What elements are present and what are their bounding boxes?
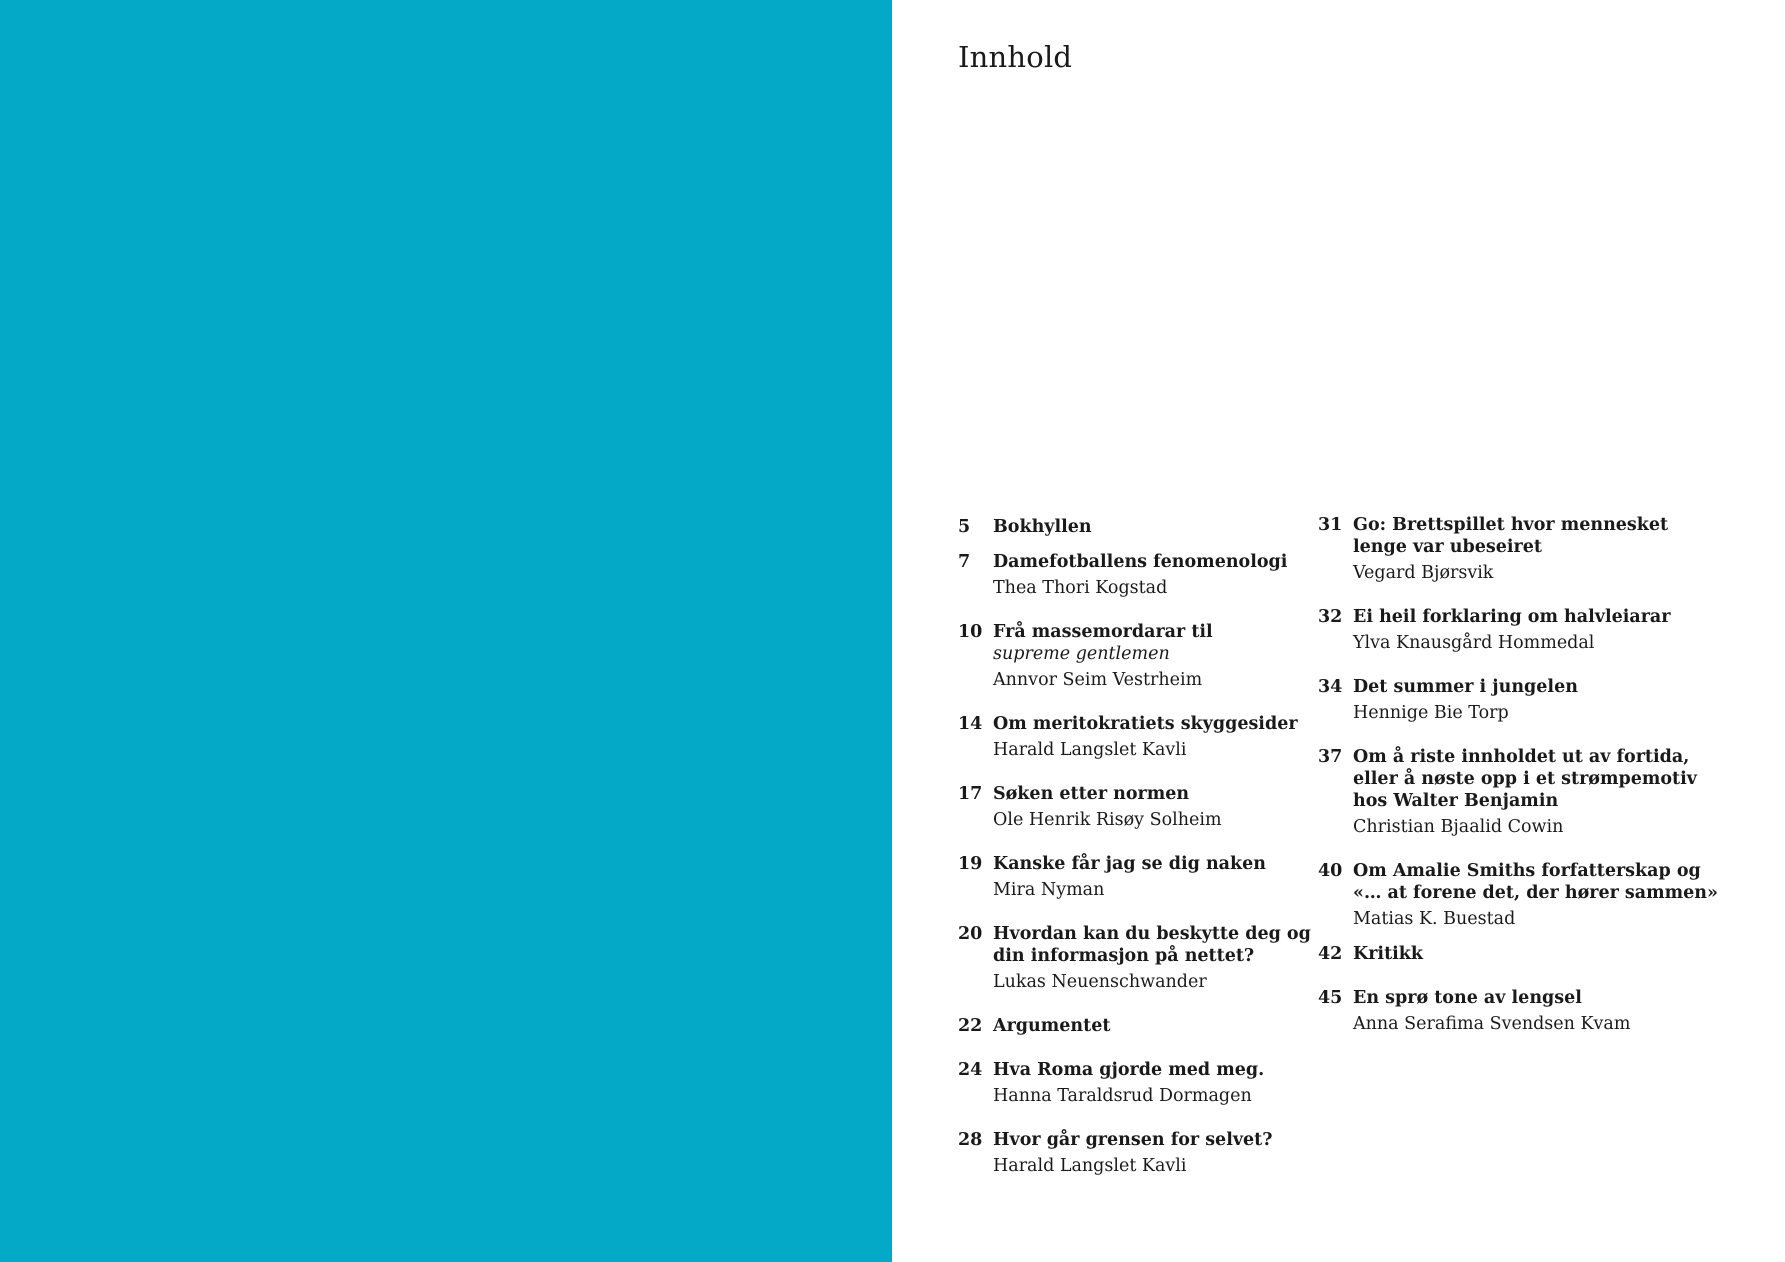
toc-page-number: 32	[1318, 607, 1343, 627]
toc-entry[interactable]	[1318, 987, 1663, 1035]
toc-entry[interactable]	[958, 853, 1298, 901]
toc-entry[interactable]	[958, 783, 1298, 831]
toc-entry[interactable]	[1318, 746, 1697, 838]
toc-entry-author: Harald Langslet Kavli	[993, 740, 1187, 760]
toc-entry[interactable]	[1318, 943, 1663, 965]
toc-entry-author: Harald Langslet Kavli	[993, 1156, 1187, 1176]
toc-entry[interactable]	[1318, 676, 1663, 724]
toc-page-number: 31	[1318, 515, 1343, 535]
toc-entry-author: Hanna Taraldsrud Dormagen	[993, 1086, 1252, 1106]
toc-page-number: 19	[958, 854, 983, 874]
toc-page-number: 7	[958, 552, 971, 572]
toc-entry-title: Hvor går grensen for selvet?	[993, 1130, 1273, 1150]
toc-column-left	[958, 516, 1311, 1177]
toc-entry-title: Argumentet	[993, 1016, 1111, 1036]
toc-page-number: 17	[958, 784, 983, 804]
toc-entry-author: Lukas Neuenschwander	[993, 972, 1207, 992]
toc-entry-title-italic: supreme gentlemen	[993, 644, 1170, 664]
toc-entry[interactable]	[958, 551, 1298, 599]
toc-entry-title: Om å riste innholdet ut av fortida,	[1353, 747, 1690, 767]
toc-entry-author: Anna Serafima Svendsen Kvam	[1353, 1014, 1631, 1034]
toc-entry[interactable]	[958, 923, 1311, 993]
toc-page-number: 37	[1318, 747, 1343, 767]
toc-page-number: 20	[958, 924, 983, 944]
toc-entry[interactable]	[958, 1015, 1298, 1037]
toc-entry-author: Mira Nyman	[993, 880, 1105, 900]
toc-entry-title-line2: eller å nøste opp i et strømpemotiv	[1353, 769, 1697, 789]
toc-entry-title-line2: «… at forene det, der hører sammen»	[1353, 883, 1718, 903]
toc-page-number: 45	[1318, 988, 1343, 1008]
toc-entry-title: Det summer i jungelen	[1353, 677, 1578, 697]
toc-entry-title: Hva Roma gjorde med meg.	[993, 1060, 1265, 1080]
toc-entry-title-line2: din informasjon på nettet?	[993, 946, 1255, 966]
toc-entry[interactable]	[1318, 860, 1718, 930]
toc-entry-title: Damefotballens fenomenologi	[993, 552, 1288, 572]
toc-entry-title: Om meritokratiets skyggesider	[993, 714, 1298, 734]
toc-page-number: 34	[1318, 677, 1343, 697]
toc-entry-author: Annvor Seim Vestrheim	[993, 670, 1203, 690]
toc-column-right	[1318, 514, 1718, 1035]
toc-page-number: 22	[958, 1016, 983, 1036]
toc-page-number: 24	[958, 1060, 983, 1080]
toc-entry-title-line3: hos Walter Benjamin	[1353, 791, 1559, 811]
toc-entry-title: Søken etter normen	[993, 784, 1190, 804]
toc-entry[interactable]	[958, 1129, 1298, 1177]
toc-page-number: 28	[958, 1130, 983, 1150]
toc-entry-title: Bokhyllen	[993, 517, 1092, 537]
toc-entry-title: Frå massemordarar til	[993, 622, 1213, 642]
toc-entry-author: Vegard Bjørsvik	[1353, 563, 1494, 583]
toc-entry[interactable]	[1318, 606, 1671, 654]
cover-color-panel	[0, 0, 892, 1262]
toc-entry-title: Kanske får jag se dig naken	[993, 854, 1266, 874]
toc-page-number: 14	[958, 714, 983, 734]
toc-page-number: 5	[958, 517, 971, 537]
toc-entry-title: Go: Brettspillet hvor mennesket	[1353, 515, 1669, 535]
toc-entry-title: En sprø tone av lengsel	[1353, 988, 1582, 1008]
toc-page-number: 40	[1318, 861, 1343, 881]
toc-entry-author: Ylva Knausgård Hommedal	[1353, 633, 1595, 653]
toc-entry[interactable]	[958, 1059, 1298, 1107]
toc-page-number: 42	[1318, 944, 1343, 964]
toc-entry[interactable]	[1318, 514, 1669, 584]
toc-entry-title-line2: lenge var ubeseiret	[1353, 537, 1542, 557]
toc-entry-title: Om Amalie Smiths forfatterskap og	[1353, 861, 1701, 881]
toc-entry-author: Matias K. Buestad	[1353, 909, 1516, 929]
toc-entry-author: Hennige Bie Torp	[1353, 703, 1509, 723]
toc-page-number: 10	[958, 622, 983, 642]
toc-entry-author: Ole Henrik Risøy Solheim	[993, 810, 1222, 830]
toc-entry-title: Kritikk	[1353, 944, 1424, 964]
toc-entry-author: Christian Bjaalid Cowin	[1353, 817, 1564, 837]
toc-entry-author: Thea Thori Kogstad	[993, 578, 1168, 598]
toc-entry[interactable]	[958, 621, 1298, 691]
toc-entry-title: Hvordan kan du beskytte deg og	[993, 924, 1311, 944]
toc-entry-title: Ei heil forklaring om halvleiarar	[1353, 607, 1671, 627]
toc-entry[interactable]	[958, 713, 1298, 761]
toc-entry[interactable]	[958, 516, 1298, 538]
page-title: Innhold	[958, 40, 1073, 74]
